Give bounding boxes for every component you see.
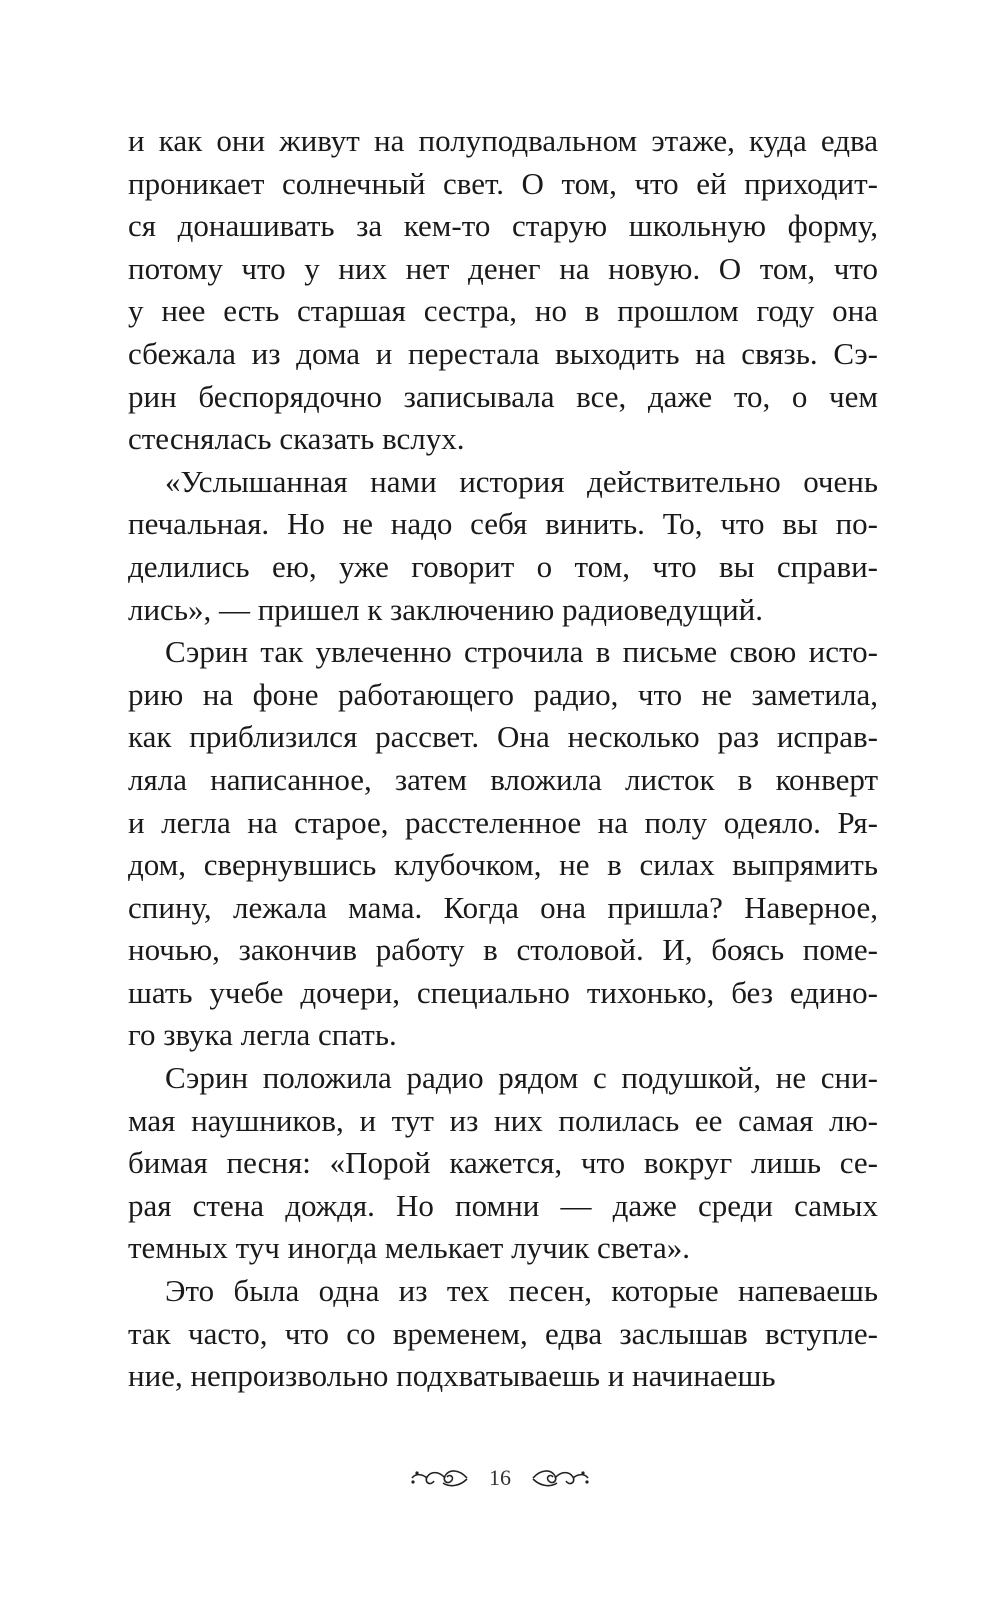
text-line: и как они живут на полуподвальном этаже, куда едва [128,123,878,158]
text-line: сбежала из дома и перестала выходить на связь. Сэ- [128,335,878,371]
text-line: и легла на старое, расстеленное на полу одеяло. Ря- [128,804,878,840]
page-footer [0,1458,1000,1498]
text-line: шать учебе дочери, специально тихонько, без едино- [128,974,878,1010]
paragraph [128,1057,878,1270]
text-line: лись», — пришел к заключению радиоведущий. [128,591,764,627]
paragraph [128,461,878,631]
text-line: потому что у них нет денег на новую. О том, что [128,250,878,286]
text-line: дом, свернувшись клубочком, не в силах выпрямить [128,847,878,883]
text-line: как приблизился рассвет. Она несколько раз исправ- [128,719,878,755]
body-text [128,120,878,1398]
paragraph [128,1270,878,1398]
text-line: рин беспорядочно записывала все, даже то, о чем [128,378,878,414]
text-line: «Услышанная нами история действительно очень [165,463,878,499]
text-line: стеснялась сказать вслух. [128,421,465,457]
text-line: го звука легла спать. [128,1017,397,1053]
text-line: мая наушников, и тут из них полилась ее самая лю- [128,1102,878,1138]
text-line: рая стена дождя. Но помни — даже среди самых [128,1187,878,1223]
text-line: Сэрин положила радио рядом с подушкой, не сни- [165,1060,878,1096]
text-line: Это была одна из тех песен, которые напеваешь [165,1273,878,1309]
text-line: проникает солнечный свет. О том, что ей приходит- [128,165,878,201]
paragraph [128,120,878,461]
text-line: ние, непроизвольно подхватываешь и начинаешь [128,1358,776,1394]
page-number: 16 [489,1465,511,1490]
flourish-ornament-left-icon [409,1465,469,1491]
text-line: у нее есть старшая сестра, но в прошлом году она [128,293,878,329]
text-line: бимая песня: «Порой кажется, что вокруг лишь се- [128,1145,878,1181]
paragraph [128,631,878,1057]
flourish-ornament-right-icon [531,1465,591,1491]
text-line: рию на фоне работающего радио, что не заметила, [128,676,878,712]
text-line: темных туч иногда мелькает лучик света». [128,1230,690,1266]
text-line: ляла написанное, затем вложила листок в конверт [128,761,878,797]
text-line: ночью, закончив работу в столовой. И, боясь поме- [128,932,878,968]
text-line: спину, лежала мама. Когда она пришла? Наверное, [128,889,878,925]
text-line: делились ею, уже говорит о том, что вы справи- [128,548,878,584]
text-line: так часто, что со временем, едва заслышав вступле- [128,1315,878,1351]
text-line: ся донашивать за кем-то старую школьную форму, [128,208,878,244]
text-line: Сэрин так увлеченно строчила в письме свою исто- [165,634,878,670]
text-line: печальная. Но не надо себя винить. То, что вы по- [128,506,878,542]
